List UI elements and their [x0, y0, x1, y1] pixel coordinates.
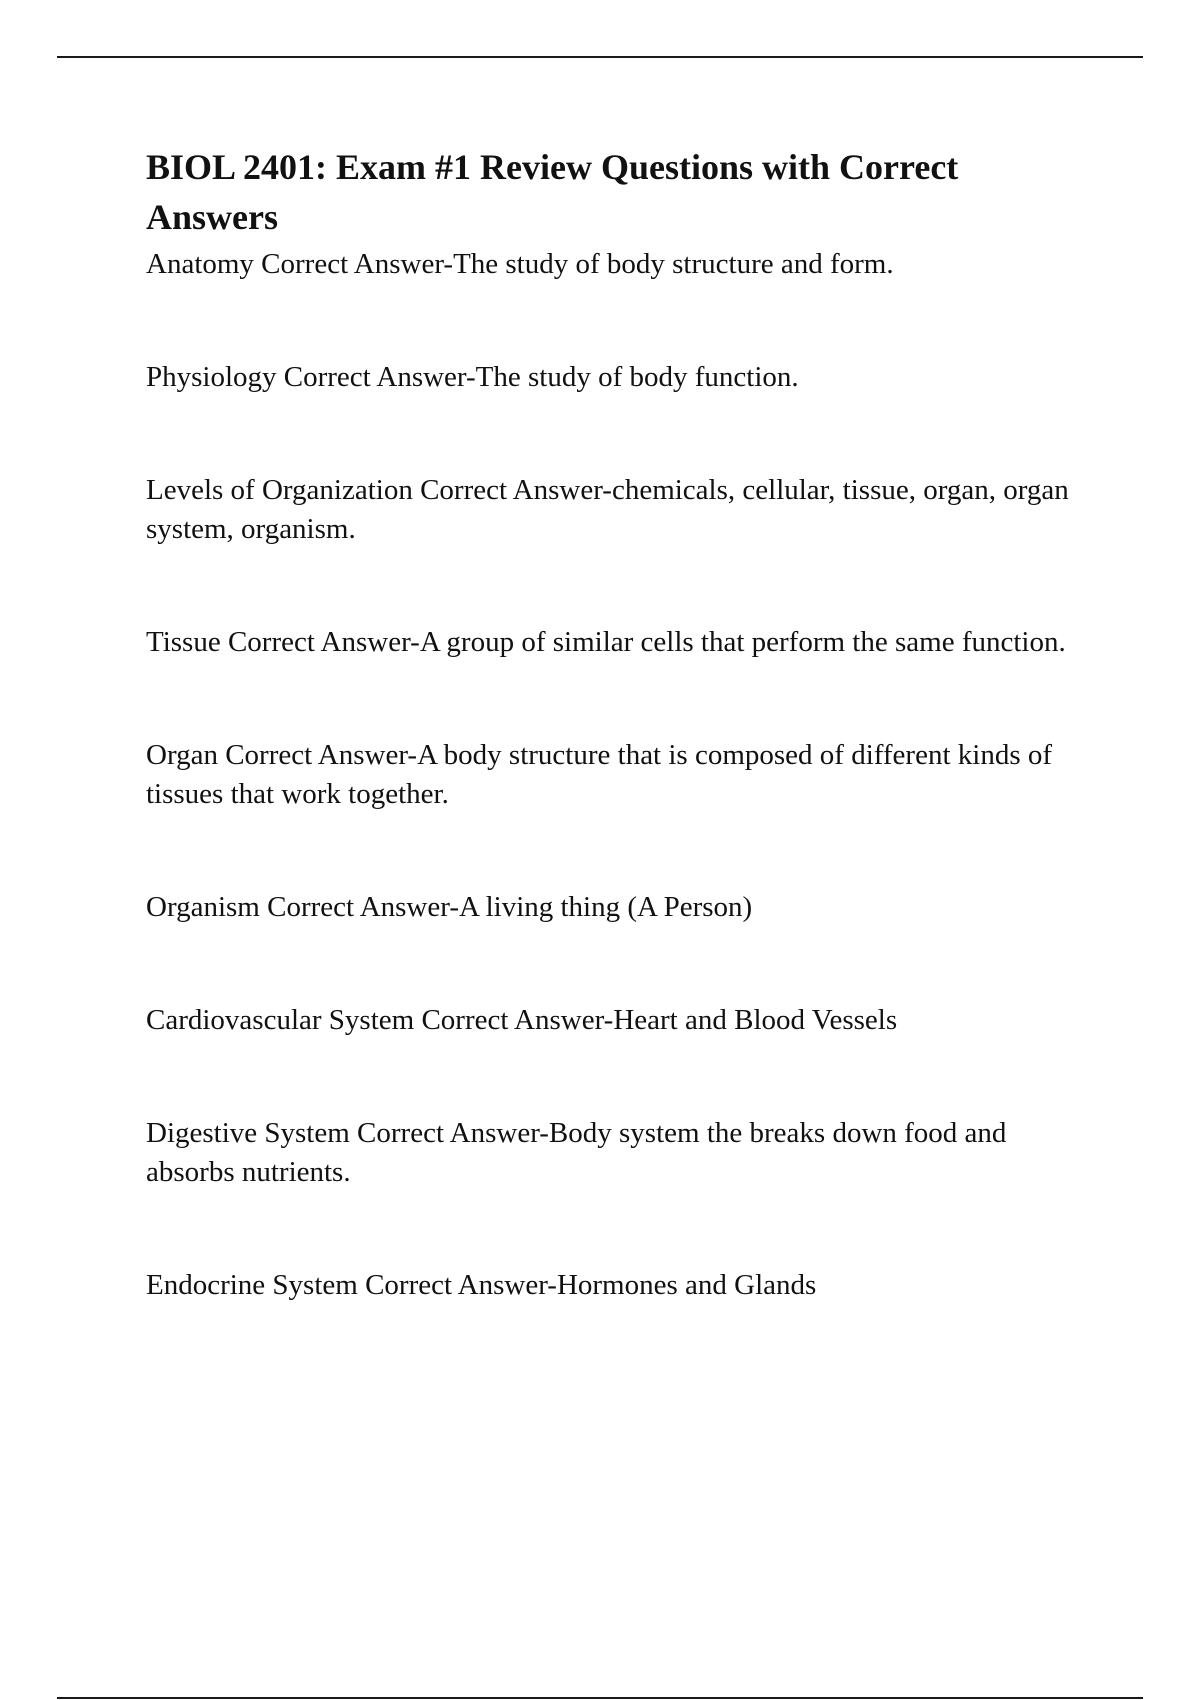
qa-list [146, 245, 1076, 1305]
document-body [146, 142, 1076, 1305]
qa-item-organ: Organ Correct Answer-A body structure that is composed of different kinds of tissues that work together. [146, 739, 1053, 810]
qa-item-tissue: Tissue Correct Answer-A group of similar cells that perform the same function. [146, 626, 1066, 658]
qa-item-endocrine-system: Endocrine System Correct Answer-Hormones and Glands [146, 1269, 817, 1301]
qa-item-digestive-system: Digestive System Correct Answer-Body system the breaks down food and absorbs nutrients. [146, 1117, 1007, 1188]
qa-item-anatomy: Anatomy Correct Answer-The study of body structure and form. [146, 248, 894, 280]
qa-item-physiology: Physiology Correct Answer-The study of body function. [146, 361, 799, 393]
qa-item-levels-of-organization: Levels of Organization Correct Answer-chemicals, cellular, tissue, organ, organ system, organism. [146, 474, 1069, 545]
qa-item-cardiovascular-system: Cardiovascular System Correct Answer-Heart and Blood Vessels [146, 1004, 898, 1036]
header-rule [57, 56, 1143, 58]
document-title: BIOL 2401: Exam #1 Review Questions with Correct Answers [146, 147, 959, 237]
footer-rule [57, 1697, 1143, 1699]
qa-item-organism: Organism Correct Answer-A living thing (A Person) [146, 891, 753, 923]
